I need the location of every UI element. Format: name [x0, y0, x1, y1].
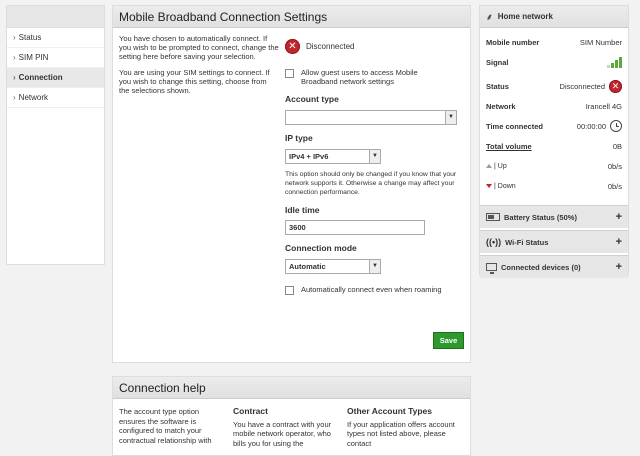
expand-icon[interactable]: +	[615, 211, 622, 223]
upload-value: 0b/s	[607, 161, 622, 171]
network-key: Network	[486, 101, 516, 111]
download-arrow-icon	[486, 184, 492, 188]
home-network-header	[480, 6, 628, 28]
sidebar-item-sim-pin[interactable]	[7, 48, 104, 68]
network-status-panel	[479, 5, 629, 275]
network-row	[480, 96, 628, 116]
chevron-down-icon[interactable]: ▼	[445, 111, 456, 124]
help-heading: Contract	[233, 406, 268, 416]
status-row	[480, 76, 628, 96]
disconnected-icon: ✕	[285, 39, 300, 54]
help-column-contract	[233, 407, 341, 448]
connected-devices-section[interactable]	[480, 255, 628, 278]
help-column-account-type	[119, 407, 227, 445]
signal-strength-icon	[607, 56, 622, 68]
connection-status	[285, 36, 470, 56]
upload-key: Up	[497, 162, 507, 170]
download-row: | Down 0b/s	[480, 176, 628, 196]
ip-type-value: IPv4 + IPv6	[289, 152, 329, 161]
total-volume-link[interactable]: Total volume	[486, 141, 532, 151]
clock-icon	[610, 120, 622, 132]
idle-time-input[interactable]: 3600	[285, 220, 425, 235]
intro-paragraph-auto-connect: You have chosen to automatically connect. If you wish to be prompted to connect, change the setting here before saving your selection.	[119, 34, 279, 61]
help-heading: Other Account Types	[347, 406, 433, 416]
signal-row	[480, 52, 628, 72]
total-volume-row	[480, 136, 628, 156]
expand-icon[interactable]: +	[615, 236, 622, 248]
chevron-right-icon: ›	[13, 73, 16, 82]
connection-help-panel	[112, 376, 471, 456]
connection-status-text: Disconnected	[306, 41, 355, 51]
wifi-status-section[interactable]	[480, 230, 628, 253]
chevron-down-icon[interactable]: ▼	[369, 150, 380, 163]
help-title: Connection help	[113, 377, 470, 399]
help-column-other-account-types	[347, 407, 455, 448]
expand-icon[interactable]: +	[615, 261, 622, 273]
sidebar-item-connection[interactable]	[7, 68, 104, 88]
battery-status-section[interactable]	[480, 205, 628, 228]
account-type-label: Account type	[285, 94, 339, 104]
chevron-right-icon: ›	[13, 33, 16, 42]
intro-text	[119, 34, 279, 102]
roaming-checkbox[interactable]	[285, 286, 294, 295]
help-text: If your application offers account types not listed above, please contact	[347, 419, 455, 448]
download-value: 0b/s	[607, 181, 622, 191]
time-connected-row	[480, 116, 628, 136]
guest-access-label: Allow guest users to access Mobile Broadband network settings	[301, 68, 418, 86]
monitor-icon	[486, 263, 497, 271]
sidebar-item-label: Network	[18, 93, 49, 102]
sidebar-item-label: SIM PIN	[18, 53, 49, 62]
chevron-right-icon: ›	[13, 93, 16, 102]
mobile-number-key: Mobile number	[486, 37, 540, 47]
disconnected-icon: ✕	[609, 80, 622, 93]
connection-settings-panel	[112, 5, 471, 363]
antenna-icon: ⸙	[486, 12, 493, 22]
wifi-status-label: Wi-Fi Status	[505, 237, 549, 247]
connection-mode-label: Connection mode	[285, 243, 357, 253]
download-key: Down	[497, 182, 516, 190]
battery-status-label: Battery Status (50%)	[504, 212, 577, 222]
connection-mode-value: Automatic	[289, 262, 326, 271]
sidebar-item-label: Status	[18, 33, 42, 42]
upload-arrow-icon	[486, 164, 492, 168]
guest-access-row	[285, 68, 470, 86]
connected-devices-label: Connected devices (0)	[501, 262, 581, 272]
time-connected-value: 00:00:00	[576, 121, 606, 131]
connection-mode-select[interactable]	[285, 259, 381, 274]
network-value: Irancell 4G	[585, 101, 622, 111]
status-value: Disconnected	[559, 81, 605, 91]
connection-form	[285, 36, 470, 295]
battery-icon	[486, 213, 500, 221]
roaming-label: Automatically connect even when roaming	[301, 285, 442, 294]
intro-paragraph-sim-settings: You are using your SIM settings to connect. If you wish to change this setting, choose from the selections shown.	[119, 68, 270, 95]
help-text: The account type option ensures the software is configured to match your contractual relationship with	[119, 407, 212, 445]
ip-type-label: IP type	[285, 133, 313, 143]
idle-time-label: Idle time	[285, 205, 320, 215]
time-connected-key: Time connected	[486, 121, 543, 131]
home-network-title: Home network	[497, 12, 553, 21]
page-title: Mobile Broadband Connection Settings	[113, 6, 470, 28]
upload-row: | Up 0b/s	[480, 156, 628, 176]
sidebar-item-status[interactable]	[7, 28, 104, 48]
sidebar-item-network[interactable]	[7, 88, 104, 108]
ip-type-select[interactable]	[285, 149, 381, 164]
roaming-row	[285, 285, 470, 295]
sidebar-item-label: Connection	[18, 73, 63, 82]
save-button[interactable]: Save	[433, 332, 464, 349]
sidebar-header	[7, 6, 104, 28]
mobile-number-row	[480, 32, 628, 52]
wifi-icon: ((•))	[486, 237, 502, 247]
mobile-number-value: SIM Number	[579, 37, 622, 47]
ip-type-note: This option should only be changed if you know that your network supports it. Otherwise a change may affect your connection performance.	[285, 171, 457, 196]
account-type-select[interactable]	[285, 110, 457, 125]
guest-access-checkbox[interactable]	[285, 69, 294, 78]
chevron-right-icon: ›	[13, 53, 16, 62]
help-text: You have a contract with your mobile network operator, who bills you for using the	[233, 419, 332, 448]
chevron-down-icon[interactable]: ▼	[369, 260, 380, 273]
signal-key: Signal	[486, 57, 509, 67]
sidebar-nav	[6, 5, 105, 265]
total-volume-value: 0B	[612, 141, 622, 151]
status-key: Status	[486, 81, 509, 91]
